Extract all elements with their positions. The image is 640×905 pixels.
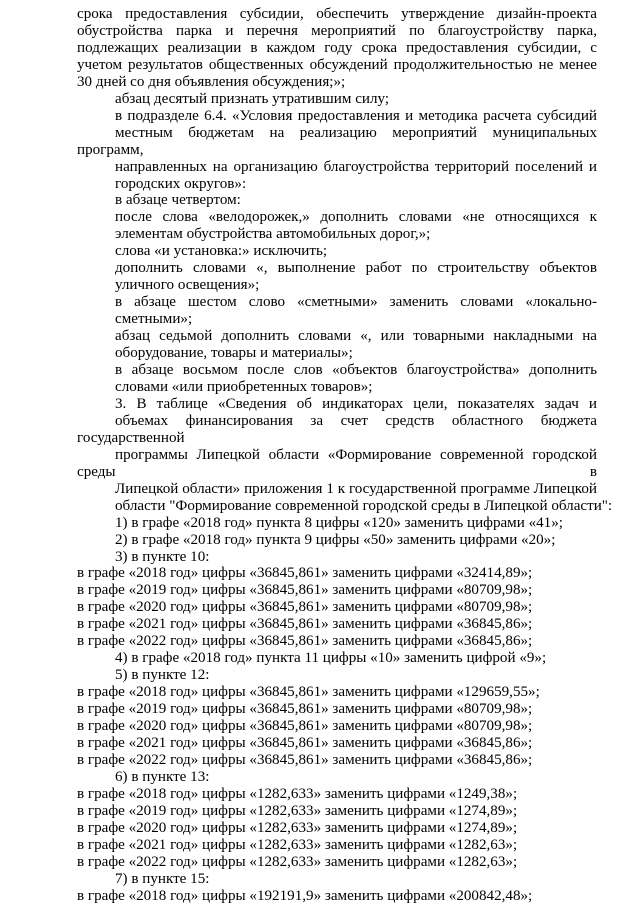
paragraph [77,735,597,752]
text-line: в графе «2022 год» цифры «1282,633» заменить цифрами «1282,63»; [77,853,518,870]
text-line: в графе «2020 год» цифры «1282,633» заменить цифрами «1274,89»; [77,819,518,836]
text-line: в графе «2019 год» цифры «1282,633» заменить цифрами «1274,89»; [77,802,518,819]
text-line: уличного освещения»; [115,277,260,294]
text-line: 1) в графе «2018 год» пункта 8 цифры «120» заменить цифрами «41»; [115,514,563,531]
paragraph [77,718,597,735]
paragraph [77,209,597,243]
paragraph [77,888,597,905]
paragraph [77,633,597,650]
text-line: абзац десятый признать утратившим силу; [115,90,390,107]
text-line: 2) в графе «2018 год» пункта 9 цифры «50» заменить цифрами «20»; [115,531,556,548]
text-line: 30 дней со дня объявления обсуждения;»; [77,73,346,90]
text-line: в абзаце шестом слово «сметными» заменить словами «локально- [115,294,597,311]
paragraph [77,532,597,549]
text-line: 4) в графе «2018 год» пункта 11 цифры «10» заменить цифрой «9»; [115,650,547,667]
text-line: после слова «велодорожек,» дополнить словами «не относящихся к [115,209,597,226]
paragraph [77,837,597,854]
text-line: учетом результатов общественных обсуждений продолжительностью не менее [77,56,597,73]
text-line: в графе «2022 год» цифры «36845,861» заменить цифрами «36845,86»; [77,633,533,650]
paragraph [77,854,597,871]
paragraph [77,549,597,566]
paragraph [77,395,613,515]
text-line: слова «и установка:» исключить; [115,243,328,260]
text-line: дополнить словами «, выполнение работ по строительству объектов [115,260,597,277]
text-line: в графе «2020 год» цифры «36845,861» заменить цифрами «80709,98»; [77,599,533,616]
text-line: словами «или приобретенных товаров»; [115,378,373,395]
text-line: программы Липецкой области «Формирование современной городской среды в [77,446,597,480]
paragraph [77,108,597,193]
text-line: направленных на организацию благоустройства территорий поселений и [115,158,597,175]
paragraph [77,871,597,888]
text-line: в графе «2021 год» цифры «36845,861» заменить цифрами «36845,86»; [77,616,533,633]
text-line: объемах финансирования за счет средств областного бюджета государственной [77,412,597,446]
paragraph [77,684,597,701]
paragraph [77,362,597,396]
text-line: 3. В таблице «Сведения об индикаторах цели, показателях задач и [115,395,597,412]
paragraph [77,192,597,209]
paragraph [77,243,597,260]
text-line: в абзаце восьмом после слов «объектов благоустройства» дополнить [115,362,597,379]
text-line: в подразделе 6.4. «Условия предоставления и методика расчета субсидий [115,107,597,124]
paragraph [77,803,597,820]
text-line: в графе «2018 год» цифры «36845,861» заменить цифрами «32414,89»; [77,565,533,582]
text-line: 6) в пункте 13: [115,768,210,785]
paragraph [77,701,597,718]
paragraph [77,565,597,582]
text-line: абзац седьмой дополнить словами «, или товарными накладными на [115,328,597,345]
text-line: в графе «2019 год» цифры «36845,861» заменить цифрами «80709,98»; [77,582,533,599]
paragraph [77,599,597,616]
text-line: Липецкой области» приложения 1 к государственной программе Липецкой [115,480,597,497]
paragraph [77,667,597,684]
text-line: 3) в пункте 10: [115,548,210,565]
paragraph [77,786,597,803]
text-line: элементам обустройства автомобильных дорог,»; [115,226,431,243]
paragraph [77,294,597,328]
paragraph [77,582,597,599]
paragraph [77,616,597,633]
text-line: 5) в пункте 12: [115,667,210,684]
text-line: оборудование, товары и материалы»; [115,345,353,362]
text-line: области "Формирование современной городской среды в Липецкой области": [115,497,613,514]
paragraph [77,6,597,91]
paragraph [77,769,597,786]
paragraph [77,260,597,294]
text-line: сметными»; [115,311,193,328]
paragraph [77,650,597,667]
text-line: городских округов»: [115,175,247,192]
text-line: в графе «2018 год» цифры «1282,633» заменить цифрами «1249,38»; [77,785,518,802]
text-line: в графе «2020 год» цифры «36845,861» заменить цифрами «80709,98»; [77,718,533,735]
text-line: в графе «2018 год» цифры «192191,9» заменить цифрами «200842,48»; [77,887,533,904]
text-line: в графе «2018 год» цифры «36845,861» заменить цифрами «129659,55»; [77,684,540,701]
paragraph [77,328,597,362]
paragraph [77,752,597,769]
text-line: в графе «2019 год» цифры «36845,861» заменить цифрами «80709,98»; [77,701,533,718]
paragraph [77,820,597,837]
text-line: местным бюджетам на реализацию мероприятий муниципальных программ, [77,124,597,158]
text-line: в графе «2021 год» цифры «36845,861» заменить цифрами «36845,86»; [77,734,533,751]
paragraph [77,91,597,108]
text-line: в графе «2021 год» цифры «1282,633» заменить цифрами «1282,63»; [77,836,518,853]
text-line: в графе «2022 год» цифры «36845,861» заменить цифрами «36845,86»; [77,751,533,768]
paragraph [77,515,597,532]
text-line: обустройства парка и перечня мероприятий по благоустройству парка, [77,22,597,39]
text-line: в абзаце четвертом: [115,192,241,209]
text-line: 7) в пункте 15: [115,870,210,887]
text-line: срока предоставления субсидии, обеспечить утверждение дизайн-проекта [77,6,597,22]
text-line: подлежащих реализации в каждом году срока предоставления субсидии, с [77,39,597,56]
